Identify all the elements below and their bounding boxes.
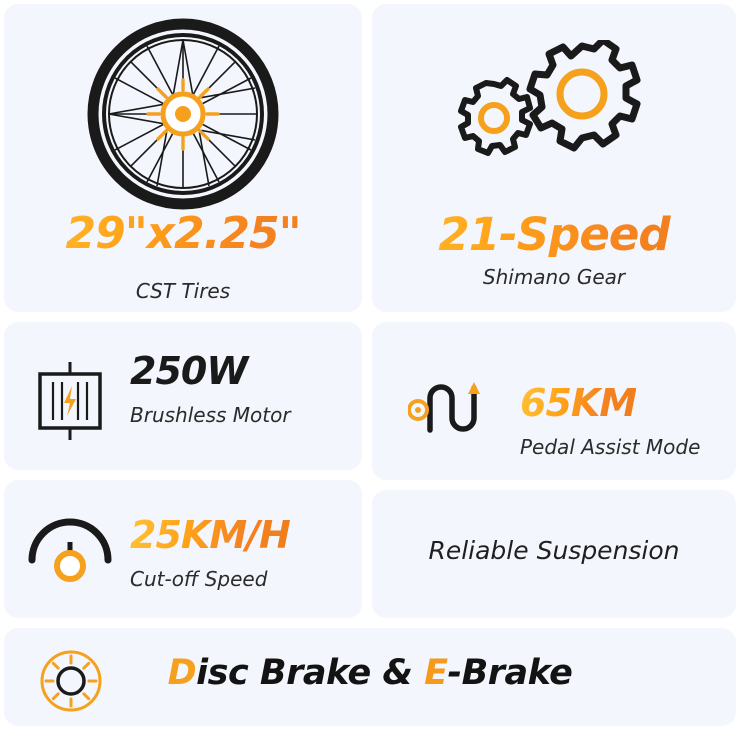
- brake-text-part1: D: [167, 653, 197, 693]
- spec-card-tires: [4, 4, 362, 312]
- spec-card-motor: [4, 322, 362, 470]
- spec-card-range: [372, 322, 736, 480]
- motor-value: 250W: [130, 349, 248, 393]
- spec-card-suspension: [372, 490, 736, 618]
- cutoff-label: Cut-off Speed: [130, 567, 268, 591]
- brake-label: [4, 653, 736, 693]
- speedometer-icon: [22, 508, 118, 588]
- cutoff-value: 25KM/H: [130, 513, 290, 557]
- bicycle-wheel-icon: [87, 18, 279, 214]
- range-value: 65KM: [520, 381, 637, 425]
- range-label: Pedal Assist Mode: [520, 435, 701, 459]
- tires-value: 29"x2.25": [4, 212, 362, 256]
- tires-label: CST Tires: [135, 279, 231, 303]
- spec-card-brake: [4, 628, 736, 726]
- brake-text-part3: E: [424, 653, 448, 693]
- brake-text-part4: -Brake: [447, 653, 573, 693]
- motor-label: Brushless Motor: [130, 403, 291, 427]
- suspension-label: Reliable Suspension: [428, 536, 680, 565]
- motor-icon: [26, 360, 114, 446]
- brake-text-part2: isc Brake &: [196, 653, 425, 693]
- spec-card-cutoff: [4, 480, 362, 618]
- gears-icon: [454, 40, 654, 172]
- winding-road-icon: [408, 374, 508, 440]
- gears-value: 21-Speed: [372, 212, 736, 257]
- gears-label: Shimano Gear: [482, 265, 626, 289]
- spec-card-gears: [372, 4, 736, 312]
